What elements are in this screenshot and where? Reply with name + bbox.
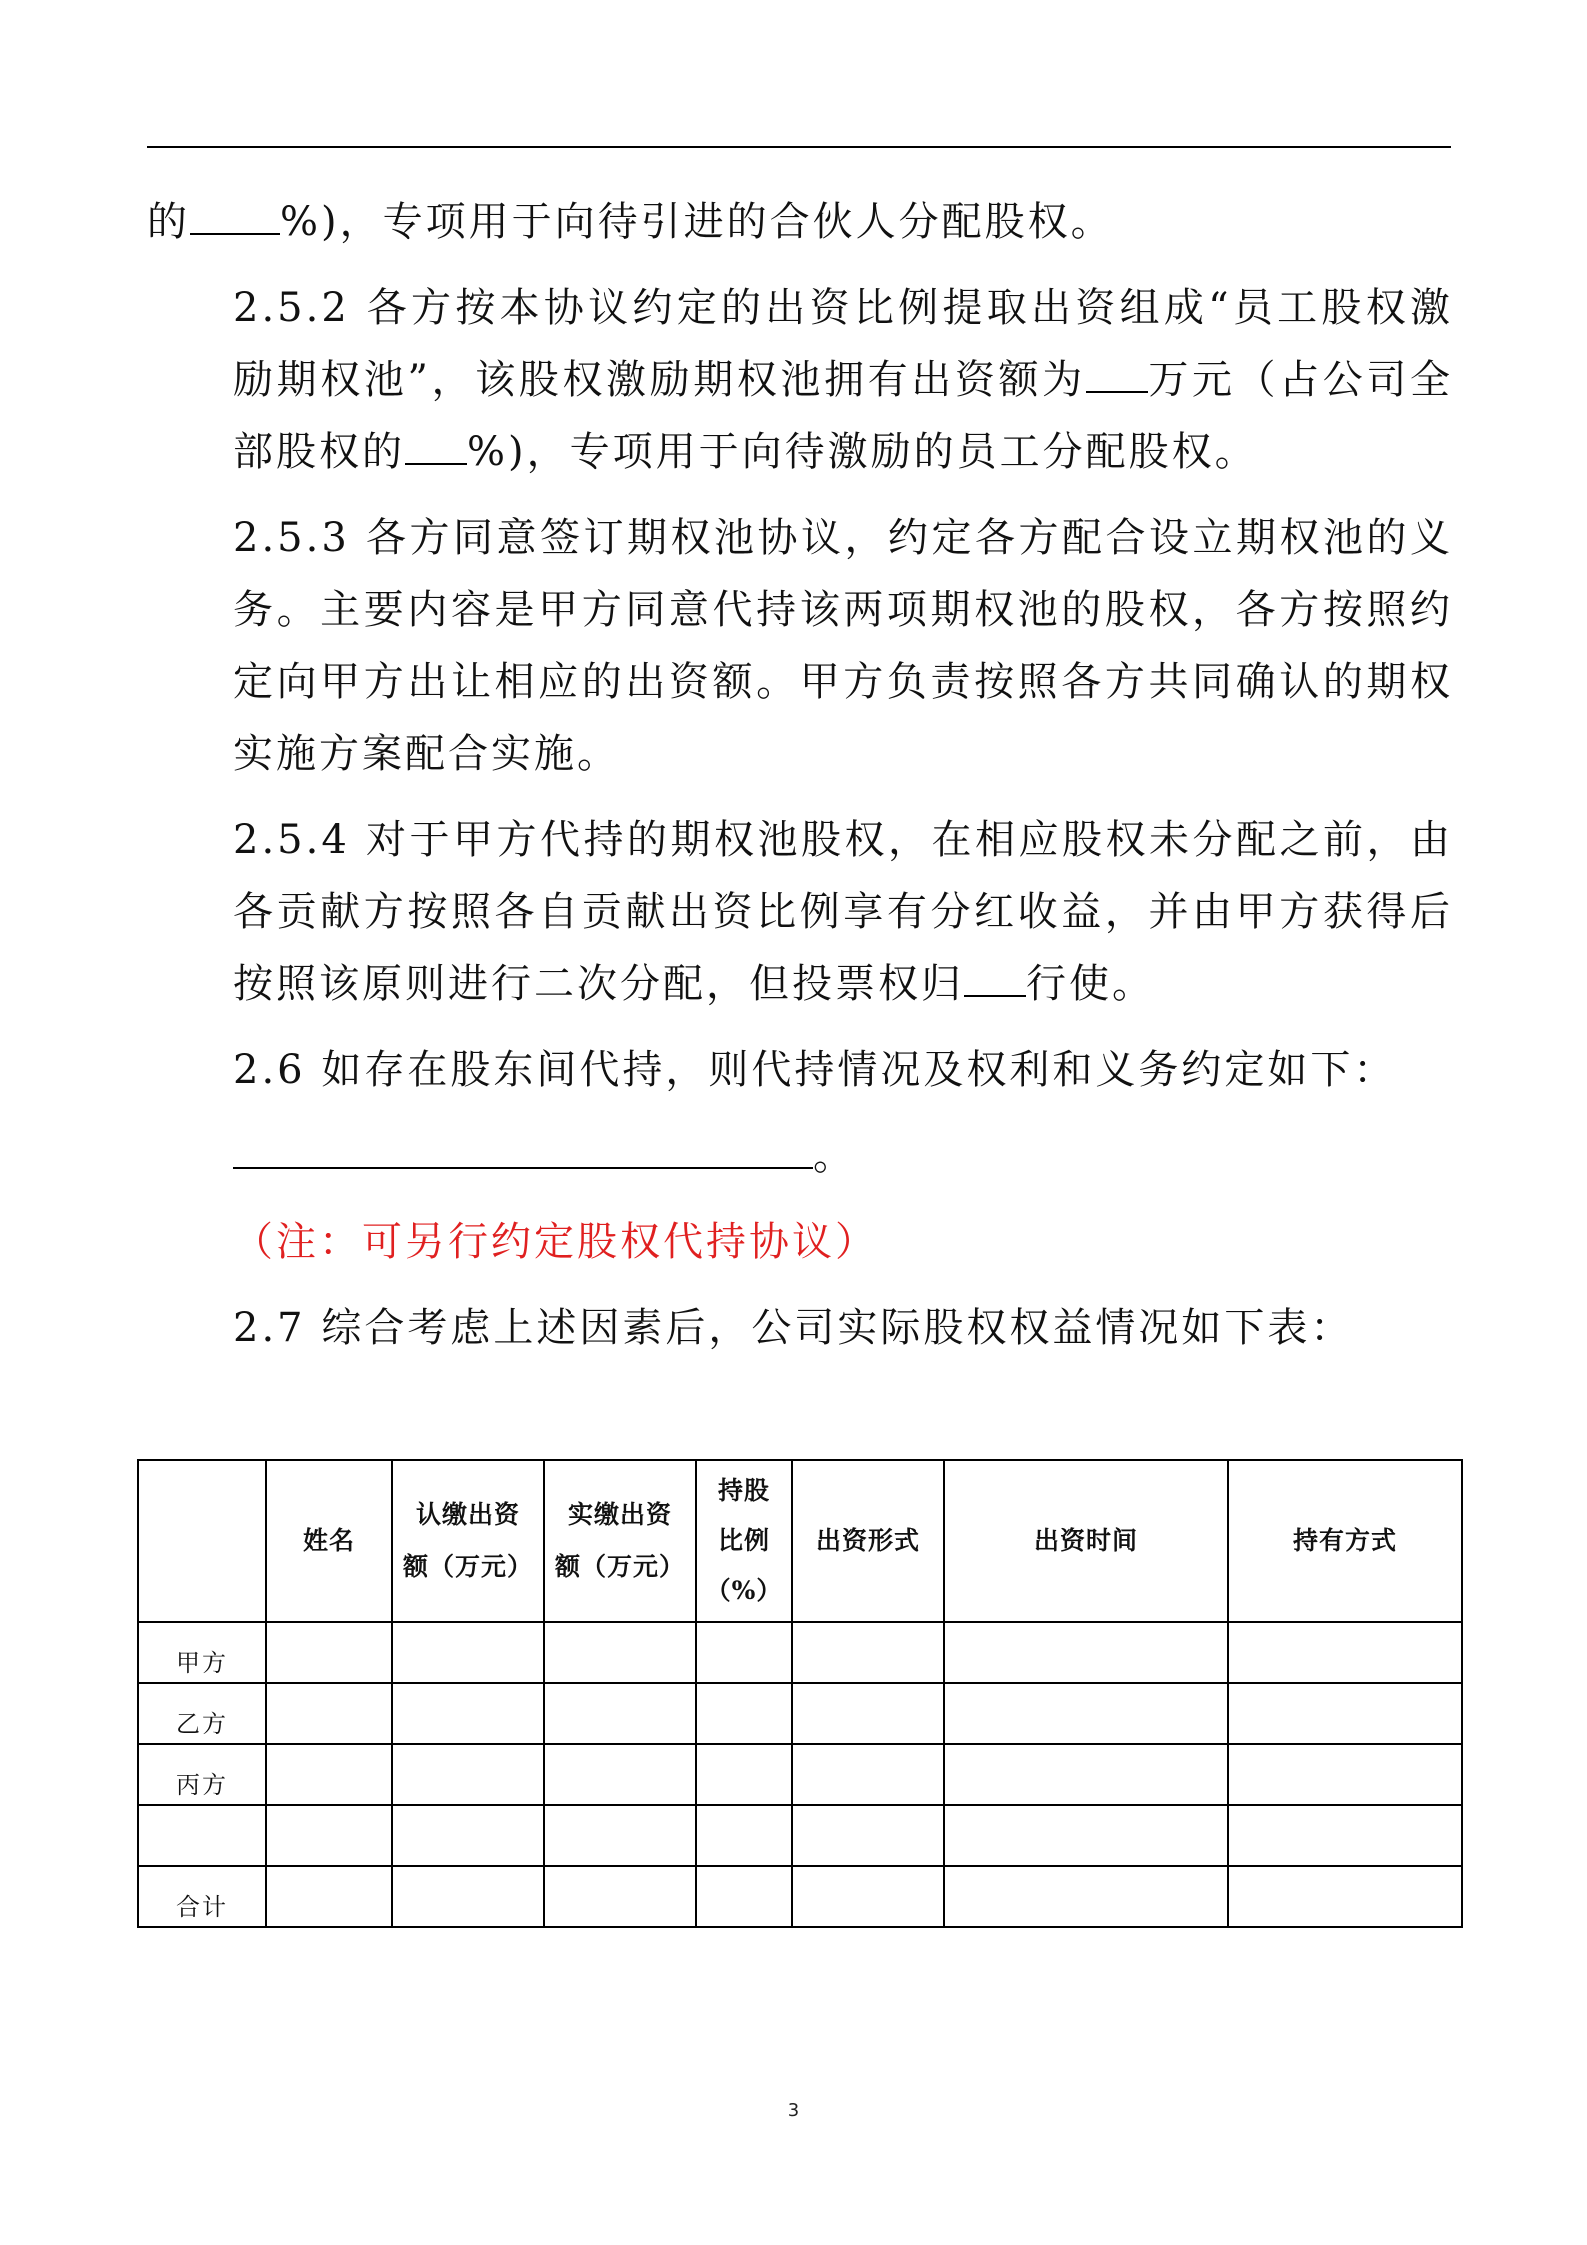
table-cell bbox=[392, 1744, 544, 1805]
header-paid-capital: 实缴出资 额（万元） bbox=[544, 1460, 696, 1622]
row-label-party-a: 甲方 bbox=[138, 1622, 266, 1683]
table-cell bbox=[544, 1622, 696, 1683]
document-body bbox=[147, 186, 1453, 1364]
table-cell bbox=[792, 1805, 944, 1866]
table-row bbox=[138, 1866, 1462, 1927]
table-row bbox=[138, 1744, 1462, 1805]
table-cell bbox=[266, 1805, 392, 1866]
table-cell bbox=[792, 1866, 944, 1927]
paragraph-2-5-3: 2.5.3 各方同意签订期权池协议，约定各方配合设立期权池的义务。主要内容是甲方同意代持该两项期权池的股权，各方按照约定向甲方出让相应的出资额。甲方负责按照各方共同确认的期权实施方案配合实施。 bbox=[233, 515, 1453, 777]
table-cell bbox=[1228, 1744, 1462, 1805]
table-cell bbox=[696, 1805, 792, 1866]
table-row bbox=[138, 1622, 1462, 1683]
header-blank bbox=[138, 1460, 266, 1622]
table-cell bbox=[944, 1683, 1228, 1744]
header-holding-method: 持有方式 bbox=[1228, 1460, 1462, 1622]
page-number: 3 bbox=[787, 2100, 800, 2121]
table-cell bbox=[944, 1744, 1228, 1805]
table-cell bbox=[696, 1866, 792, 1927]
blank-amount bbox=[1086, 390, 1148, 393]
note-nominee-agreement: （注：可另行约定股权代持协议） bbox=[233, 1219, 878, 1265]
table-cell bbox=[944, 1866, 1228, 1927]
table-cell bbox=[392, 1683, 544, 1744]
header-rule bbox=[147, 146, 1451, 148]
header-name: 姓名 bbox=[266, 1460, 392, 1622]
table-cell bbox=[696, 1683, 792, 1744]
blank-nominee-terms bbox=[233, 1166, 813, 1169]
row-label-empty bbox=[138, 1805, 266, 1866]
table-cell bbox=[266, 1744, 392, 1805]
table-cell bbox=[266, 1866, 392, 1927]
table-cell bbox=[544, 1866, 696, 1927]
table-cell bbox=[392, 1622, 544, 1683]
blank-percent-1 bbox=[190, 232, 280, 235]
table-cell bbox=[792, 1683, 944, 1744]
table-cell bbox=[392, 1866, 544, 1927]
table-cell bbox=[392, 1805, 544, 1866]
header-share-ratio: 持股 比例 （%） bbox=[696, 1460, 792, 1622]
table-cell bbox=[792, 1622, 944, 1683]
table-cell bbox=[1228, 1805, 1462, 1866]
table-cell bbox=[266, 1683, 392, 1744]
equity-table bbox=[137, 1459, 1463, 1928]
table-cell bbox=[944, 1805, 1228, 1866]
table-cell bbox=[1228, 1622, 1462, 1683]
blank-voting-holder bbox=[964, 994, 1026, 997]
table-row bbox=[138, 1805, 1462, 1866]
paragraph-2-7: 2.7 综合考虑上述因素后，公司实际股权权益情况如下表： bbox=[233, 1305, 1354, 1351]
paragraph-option-pool-partner: 的 %)，专项用于向待引进的合伙人分配股权。 bbox=[147, 199, 1114, 245]
table-cell bbox=[544, 1744, 696, 1805]
paragraph-2-5-4: 2.5.4 对于甲方代持的期权池股权，在相应股权未分配之前，由各贡献方按照各自贡献出资比例享有分红收益，并由甲方获得后按照该原则进行二次分配，但投票权归 行使。 bbox=[233, 817, 1453, 1007]
table-cell bbox=[1228, 1866, 1462, 1927]
row-label-party-c: 丙方 bbox=[138, 1744, 266, 1805]
row-label-total: 合计 bbox=[138, 1866, 266, 1927]
table-cell bbox=[696, 1622, 792, 1683]
table-cell bbox=[544, 1805, 696, 1866]
table-cell bbox=[544, 1683, 696, 1744]
row-label-party-b: 乙方 bbox=[138, 1683, 266, 1744]
table-header-row bbox=[138, 1460, 1462, 1622]
header-contribution-time: 出资时间 bbox=[944, 1460, 1228, 1622]
blank-percent-2 bbox=[405, 462, 467, 465]
paragraph-2-5-2: 2.5.2 各方按本协议约定的出资比例提取出资组成“员工股权激励期权池”，该股权激励期权池拥有出资额为 万元（占公司全部股权的 %)，专项用于向待激励的员工分配股权。 bbox=[233, 285, 1454, 475]
table-row bbox=[138, 1683, 1462, 1744]
paragraph-2-6: 2.6 如存在股东间代持，则代持情况及权利和义务约定如下： bbox=[233, 1047, 1397, 1093]
table-cell bbox=[696, 1744, 792, 1805]
table-cell bbox=[944, 1622, 1228, 1683]
header-subscribed-capital: 认缴出资 额（万元） bbox=[392, 1460, 544, 1622]
paragraph-2-6-blank-line: 。 bbox=[147, 1120, 1453, 1192]
table-cell bbox=[1228, 1683, 1462, 1744]
table-cell bbox=[792, 1744, 944, 1805]
table-cell bbox=[266, 1622, 392, 1683]
header-contribution-form: 出资形式 bbox=[792, 1460, 944, 1622]
